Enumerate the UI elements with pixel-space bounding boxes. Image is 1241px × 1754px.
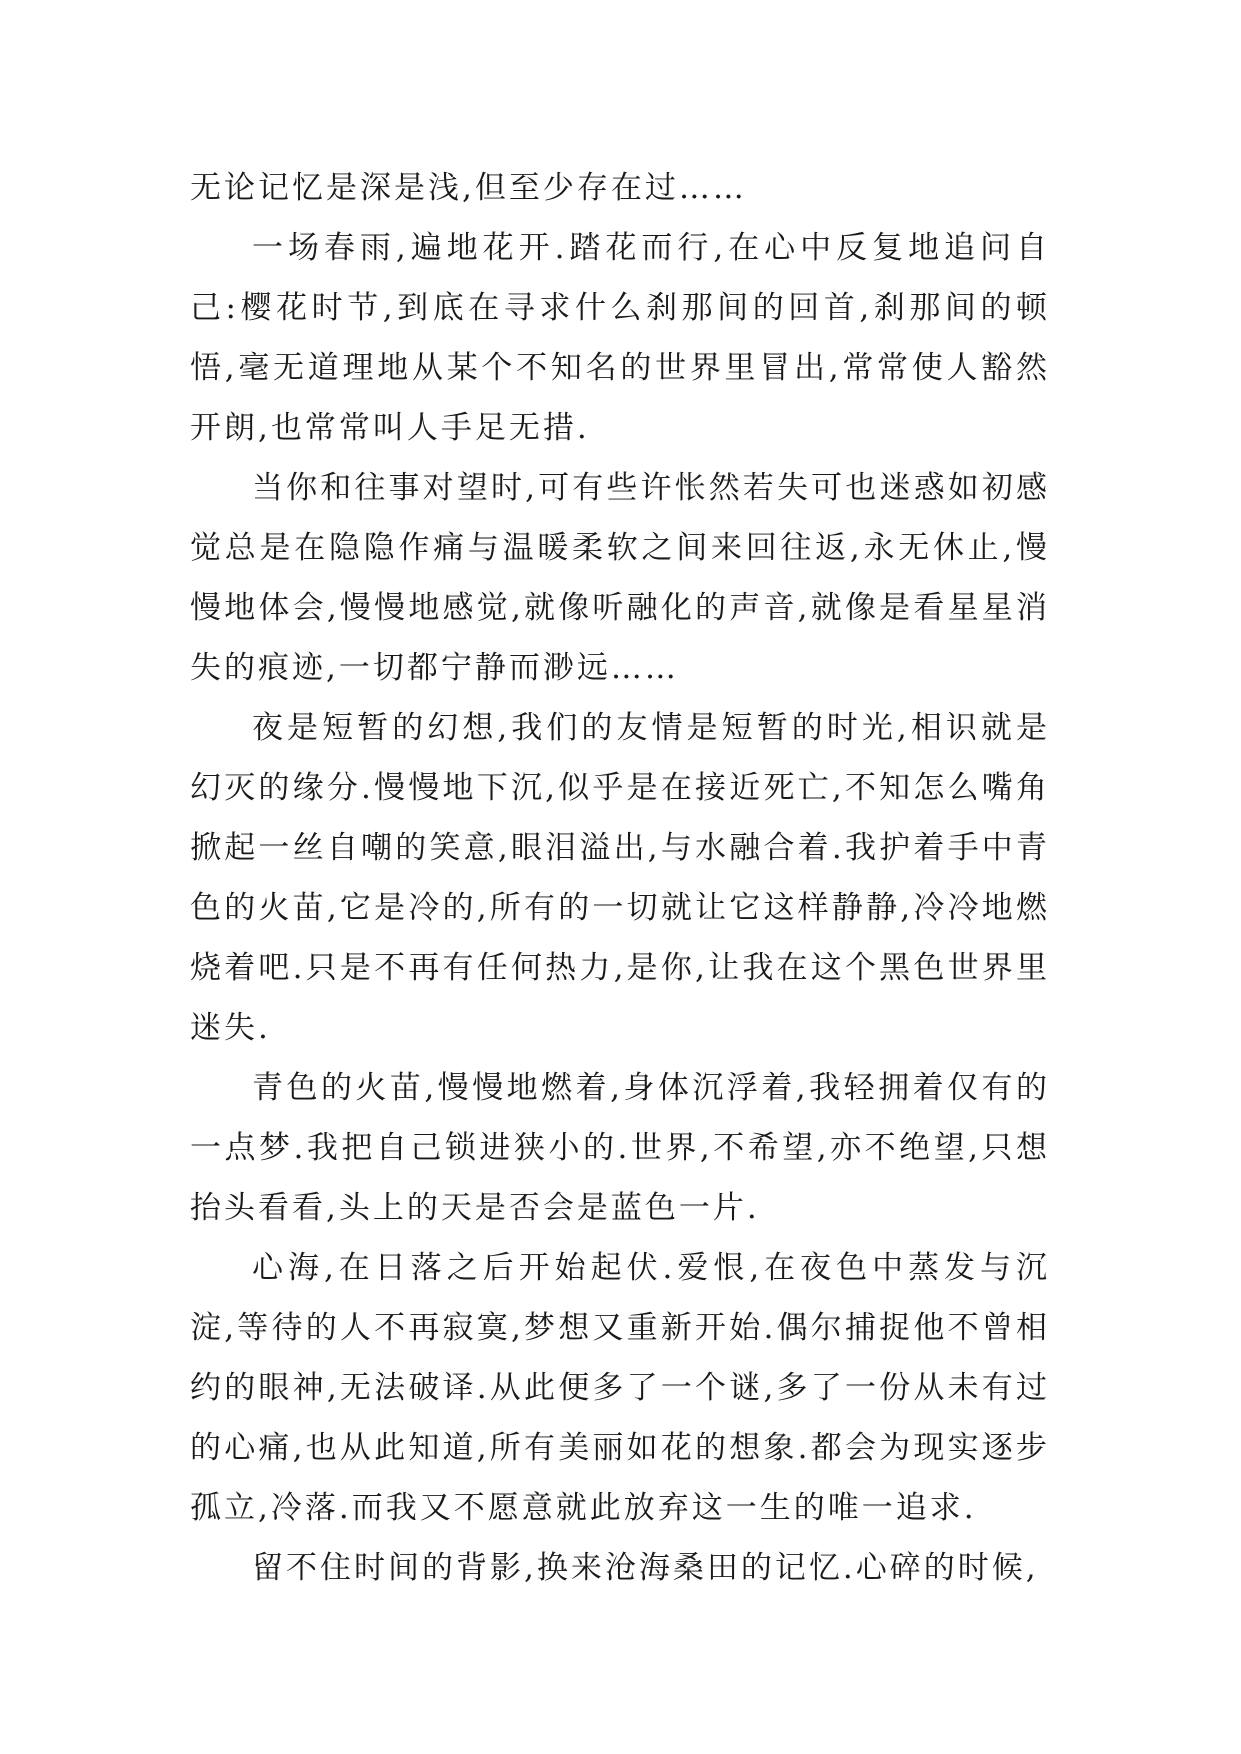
paragraph-6: 心海,在日落之后开始起伏.爱恨,在夜色中蒸发与沉淀,等待的人不再寂寞,梦想又重新开始.偶尔捕捉他不曾相约的眼神,无法破译.从此便多了一个谜,多了一份从未有过的心痛,也从此知道,所有美丽如花的想象.都会为现实逐步孤立,冷落.而我又不愿意就此放弃这一生的唯一追求. — [190, 1250, 1050, 1526]
paragraph-7: 留不住时间的背影,换来沧海桑田的记忆.心碎的时候, — [252, 1550, 1039, 1586]
paragraph-4: 夜是短暂的幻想,我们的友情是短暂的时光,相识就是幻灭的缘分.慢慢地下沉,似乎是在接近死亡,不知怎么嘴角掀起一丝自嘲的笑意,眼泪溢出,与水融合着.我护着手中青色的火苗,它是冷的,所有的一切就让它这样静静,冷冷地燃烧着吧.只是不再有任何热力,是你,让我在这个黑色世界里迷失. — [190, 710, 1050, 1046]
paragraph-5: 青色的火苗,慢慢地燃着,身体沉浮着,我轻拥着仅有的一点梦.我把自己锁进狭小的.世界,不希望,亦不绝望,只想抬头看看,头上的天是否会是蓝色一片. — [190, 1070, 1050, 1226]
document-body — [190, 158, 1050, 1598]
paragraph-2: 一场春雨,遍地花开.踏花而行,在心中反复地追问自己:樱花时节,到底在寻求什么刹那间的回首,刹那间的顿悟,毫无道理地从某个不知名的世界里冒出,常常使人豁然开朗,也常常叫人手足无措. — [190, 230, 1050, 446]
paragraph-1: 无论记忆是深是浅,但至少存在过…… — [190, 170, 747, 206]
paragraph-3: 当你和往事对望时,可有些许怅然若失可也迷惑如初感觉总是在隐隐作痛与温暖柔软之间来回往返,永无休止,慢慢地体会,慢慢地感觉,就像听融化的声音,就像是看星星消失的痕迹,一切都宁静而渺远…… — [190, 470, 1050, 686]
